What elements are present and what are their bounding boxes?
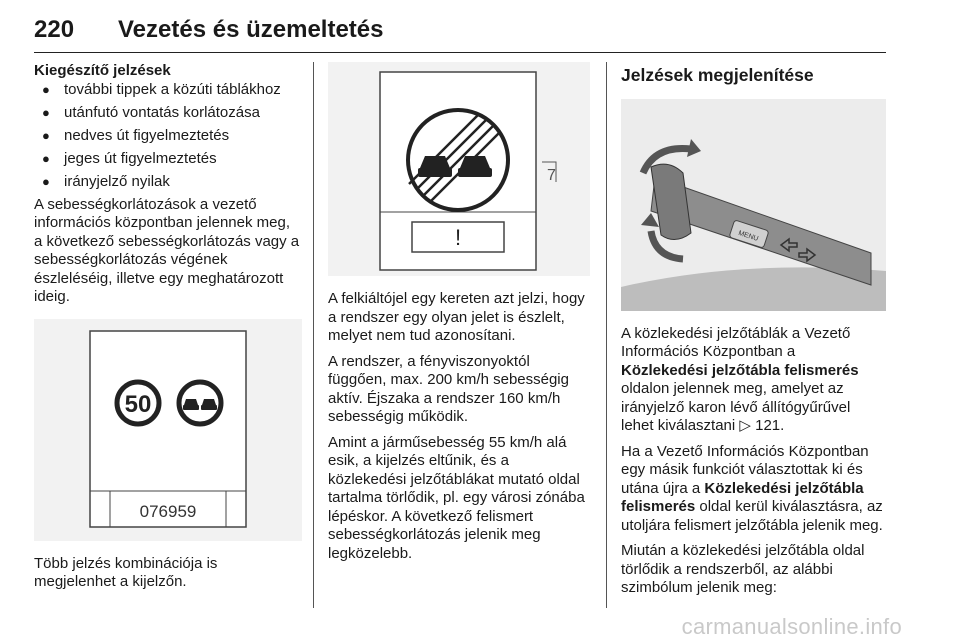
sign-combination-figure	[34, 319, 302, 541]
column-middle	[328, 62, 590, 570]
page-reference-icon: ▷	[739, 417, 756, 434]
chapter-title: Vezetés és üzemeltetés	[118, 16, 384, 43]
figure-side-label: 7	[547, 167, 556, 184]
page-reference: 121.	[755, 417, 785, 434]
paragraph: A közlekedési jelzőtáblák a Vezető Információs Központban a Közlekedési jelzőtábla felismerés oldalon jelennek meg, amelyet az irányjelző karon lévő állítógyűrűvel lehet kiválasztani ▷ 121.	[621, 324, 859, 434]
unknown-sign-indicator: !	[454, 225, 462, 250]
sign-code: 076959	[139, 501, 197, 521]
column-right	[621, 62, 886, 605]
paragraph: Amint a járműsebesség 55 km/h alá esik, a kijelzés eltűnik, és a közlekedési jelzőtáblákat mutató oldal tartalma törlődik, pl. egy városi zónába lépéskor. A következő felismert sebességkorlátozás jelenik meg legközelebb.	[328, 433, 585, 562]
paragraph: A sebességkorlátozások a vezető információs központban jelennek meg, a következő sebességkorlátozás vagy a sebességkorlátozás végének észleléséig, illetve egy meghatározott ideig.	[34, 195, 300, 305]
page-number: 220	[34, 16, 75, 43]
section-title: Jelzések megjelenítése	[621, 65, 814, 85]
list-item: ● utánfutó vontatás korlátozása	[34, 104, 302, 123]
turn-signal-lever-drawing	[621, 99, 886, 311]
menu-page-name: Közlekedési jelzőtábla felismerés	[621, 361, 859, 379]
watermark: carmanualsonline.info	[681, 614, 902, 639]
column-divider	[606, 62, 607, 608]
sign-combination-drawing	[34, 319, 302, 541]
paragraph: A felkiáltójel egy kereten azt jelzi, hogy a rendszer egy olyan jelet is észlelt, melyet nem tud azonosítani.	[328, 290, 585, 344]
end-overtaking-figure	[328, 62, 590, 276]
figure-caption: Több jelzés kombinációja is megjelenhet a kijelzőn.	[34, 554, 218, 590]
speed-limit-value: 50	[124, 390, 152, 418]
menu-button-label: MENU	[737, 229, 760, 243]
section-heading: Kiegészítő jelzések	[34, 62, 171, 79]
bullet-list	[34, 81, 302, 192]
end-overtaking-drawing	[328, 62, 590, 276]
paragraph: Miután a közlekedési jelzőtábla oldal törlődik a rendszerből, az alábbi szimbólum jelenik meg:	[621, 542, 865, 596]
list-item: ● nedves út figyelmeztetés	[34, 127, 302, 146]
list-item: ● irányjelző nyilak	[34, 173, 302, 192]
column-divider	[313, 62, 314, 608]
list-item: ● jeges út figyelmeztetés	[34, 150, 302, 169]
stalk-figure	[621, 99, 886, 311]
column-left	[34, 62, 302, 599]
page-header	[34, 14, 886, 53]
list-item: ● további tippek a közúti táblákhoz	[34, 81, 302, 100]
paragraph: Ha a Vezető Információs Központban egy másik funkciót választottak ki és utána újra a Közlekedési jelzőtábla felismerés oldal kerül kiválasztásra, az utoljára felismert jelzőtábla jelenik meg.	[621, 442, 883, 534]
paragraph: A rendszer, a fényviszonyoktól függően, max. 200 km/h sebességig aktív. Éjszaka a rendszer 160 km/h sebességig működik.	[328, 352, 569, 425]
menu-page-name: Közlekedési jelzőtábla felismerés	[621, 479, 864, 515]
